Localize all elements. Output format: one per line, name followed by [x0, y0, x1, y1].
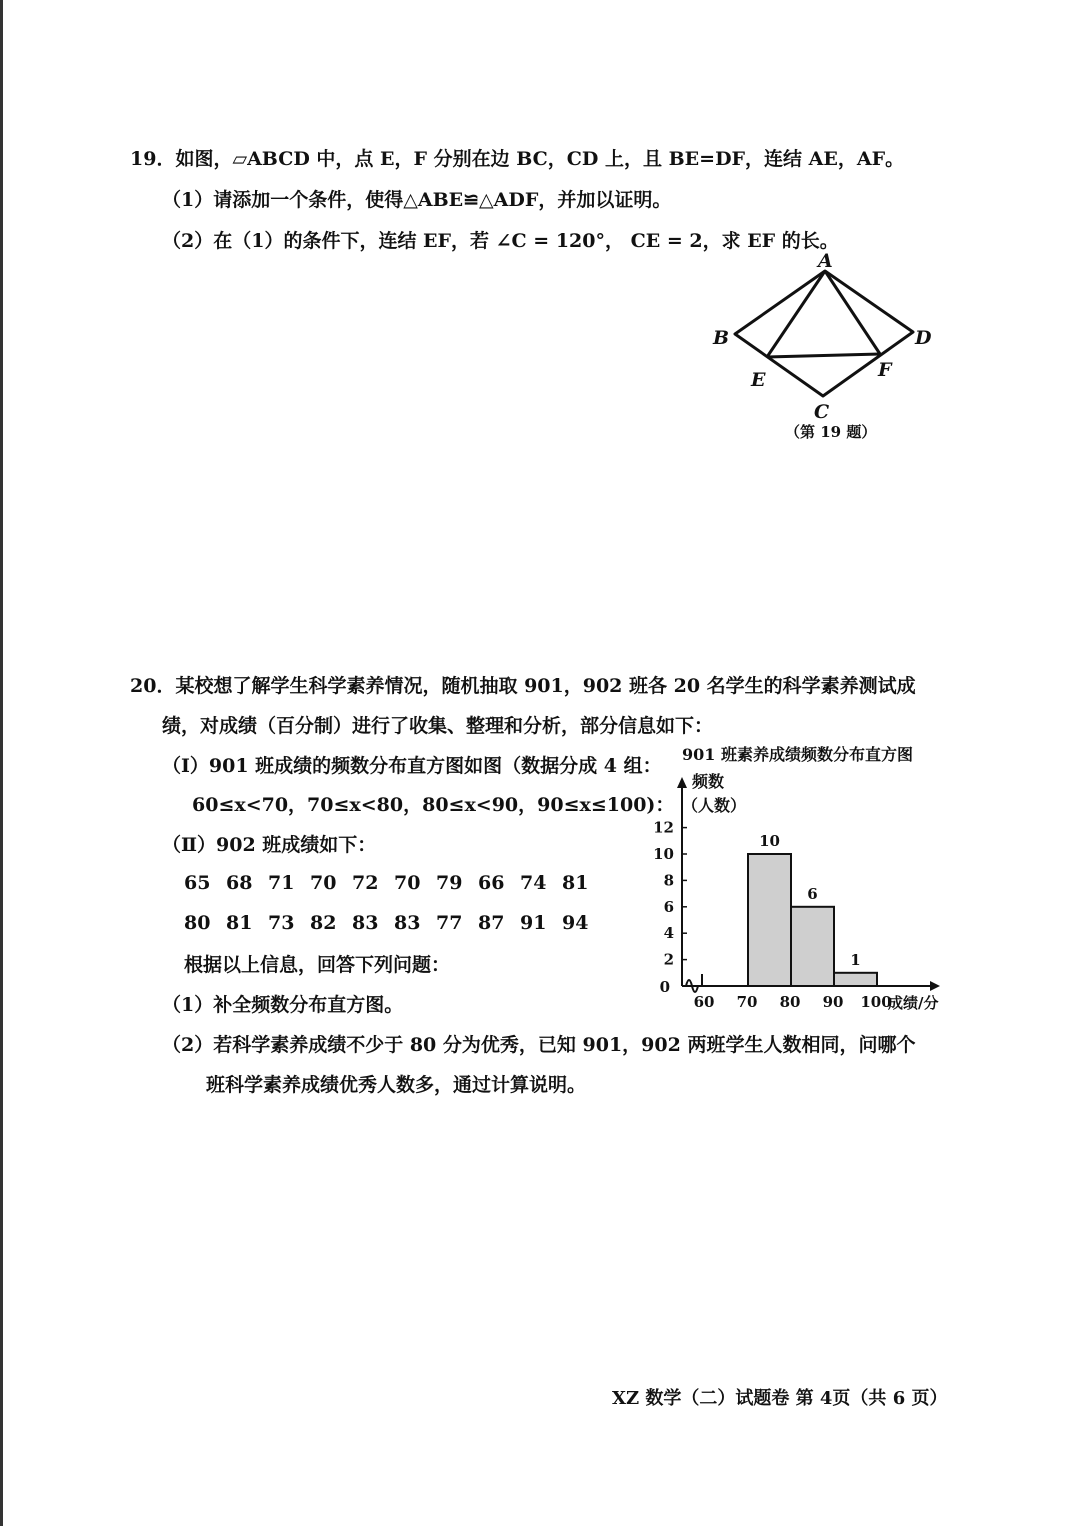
y-axis-arrow	[677, 777, 687, 788]
q19-number: 19．	[130, 148, 176, 170]
q20-prompt: 根据以上信息，回答下列问题：	[184, 954, 451, 976]
q20-number: 20．	[130, 675, 176, 697]
y-tick-label: 2	[663, 950, 674, 969]
score: 74	[520, 872, 547, 894]
x-tick-label: 60	[693, 993, 715, 1010]
label-a: A	[818, 250, 833, 272]
score: 81	[226, 912, 253, 934]
y-tick-label: 6	[663, 897, 674, 916]
score: 83	[352, 912, 379, 934]
q20-info1-line2: 60≤x<70，70≤x<80，80≤x<90，90≤x≤100)：	[192, 794, 675, 816]
y-axis-label-line1: 频数	[692, 772, 725, 791]
x-tick-label: 90	[822, 993, 844, 1010]
x-tick-label: 70	[736, 993, 758, 1010]
segment-ef	[767, 354, 880, 357]
y-tick-label: 8	[663, 871, 674, 890]
q20-stem-line1	[130, 673, 916, 699]
score: 70	[394, 872, 421, 894]
score: 68	[226, 872, 253, 894]
x-axis-label: 成绩/分	[888, 994, 939, 1010]
page-edge	[0, 0, 3, 1526]
page-footer: XZ 数学（二）试题卷 第 4页（共 6 页）	[612, 1388, 948, 1409]
score: 70	[310, 872, 337, 894]
q20-part2-line1: （2）若科学素养成绩不少于 80 分为优秀，已知 901，902 两班学生人数相同，问哪个	[162, 1034, 916, 1056]
q20-part1: （1）补全频数分布直方图。	[162, 994, 404, 1016]
score: 66	[478, 872, 505, 894]
label-c: C	[814, 401, 830, 423]
y-tick-label: 10	[653, 845, 674, 863]
q19-stem-line	[130, 146, 904, 172]
score: 82	[310, 912, 337, 934]
score: 79	[436, 872, 463, 894]
y-axis-label-line2: （人数）	[682, 796, 747, 815]
score: 71	[268, 872, 295, 894]
y-tick-label: 12	[653, 818, 674, 837]
histogram-bar	[748, 854, 791, 986]
q20-stem-line1-text: 某校想了解学生科学素养情况，随机抽取 901，902 班各 20 名学生的科学素养测试成	[175, 675, 916, 697]
q19-figure	[700, 246, 950, 446]
segment-af	[825, 271, 880, 354]
q20-info2: （Ⅱ）902 班成绩如下：	[162, 834, 377, 856]
score: 72	[352, 872, 379, 894]
q20-stem-line2: 绩，对成绩（百分制）进行了收集、整理和分析，部分信息如下：	[162, 715, 714, 737]
q19-figure-caption: （第 19 题）	[785, 423, 877, 441]
score: 80	[184, 912, 211, 934]
score: 94	[562, 912, 589, 934]
segment-ae	[767, 271, 825, 357]
label-e: E	[751, 369, 766, 391]
histogram-bar	[791, 907, 834, 986]
histogram-bar	[834, 973, 877, 986]
score: 81	[562, 872, 589, 894]
score: 87	[478, 912, 505, 934]
q20-part2-line2: 班科学素养成绩优秀人数多，通过计算说明。	[206, 1074, 587, 1096]
label-b: B	[713, 327, 730, 349]
x-tick-label: 100	[860, 993, 892, 1010]
label-d: D	[915, 327, 932, 349]
score: 77	[436, 912, 463, 934]
x-axis-arrow	[930, 981, 940, 991]
q19-part1: （1）请添加一个条件，使得△ABE≌△ADF，并加以证明。	[162, 189, 672, 211]
q19-stem: 如图，▱ABCD 中，点 E，F 分别在边 BC，CD 上，且 BE=DF，连结 AE，AF。	[175, 148, 905, 170]
score: 73	[268, 912, 295, 934]
score: 65	[184, 872, 211, 894]
y-tick-label: 4	[663, 924, 674, 943]
x-tick-label: 80	[779, 993, 801, 1010]
bar-value-label: 10	[759, 832, 780, 850]
histogram-chart	[640, 765, 960, 1010]
label-f: F	[878, 359, 892, 381]
origin-label: 0	[659, 978, 670, 996]
score: 83	[394, 912, 421, 934]
q19-part2: （2）在（1）的条件下，连结 EF，若 ∠C = 120°， CE = 2，求 EF 的长。	[162, 230, 839, 252]
bar-value-label: 1	[850, 950, 861, 969]
bar-value-label: 6	[807, 884, 818, 903]
q20-info1-line1: （Ⅰ）901 班成绩的频数分布直方图如图（数据分成 4 组：	[162, 755, 662, 777]
chart-title: 901 班素养成绩频数分布直方图	[682, 745, 913, 764]
score: 91	[520, 912, 547, 934]
